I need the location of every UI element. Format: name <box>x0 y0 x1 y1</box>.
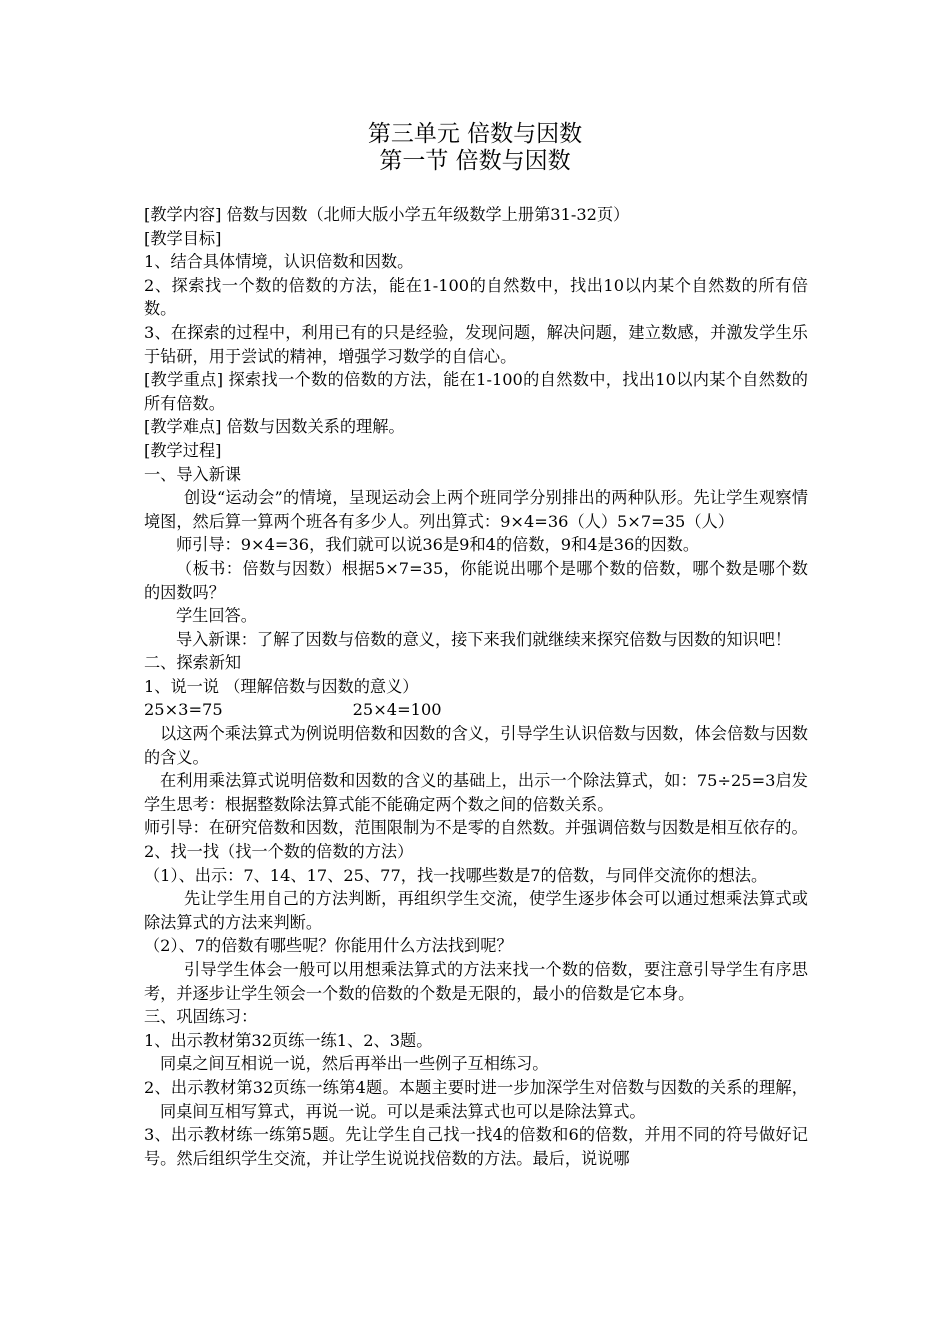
teaching-goals-heading: [教学目标] <box>144 228 222 248</box>
equation-line <box>144 698 808 722</box>
body-paragraph: （1）、出示：7、14、17、25、77，找一找哪些数是7的倍数，与同伴交流你的想法。 <box>144 865 768 885</box>
body-paragraph: （板书：倍数与因数）根据5×7=35，你能说出哪个是哪个数的倍数，哪个数是哪个数的因数吗？ <box>144 558 808 602</box>
subsection-heading: 2、找一找（找一个数的倍数的方法） <box>144 842 414 862</box>
section-heading: 二、探索新知 <box>144 653 242 673</box>
body-paragraph: 师引导：在研究倍数和因数，范围限制为不是零的自然数。并强调倍数与因数是相互依存的。 <box>144 818 808 838</box>
unit-title: 第三单元 倍数与因数 <box>367 121 583 147</box>
body-paragraph: 学生回答。 <box>176 606 257 626</box>
body-paragraph: 以这两个乘法算式为例说明倍数和因数的含义，引导学生认识倍数与因数，体会倍数与因数的含义。 <box>144 724 808 767</box>
body-paragraph: 先让学生用自己的方法判断，再组织学生交流，使学生逐步体会可以通过想乘法算式或除法算式的方法来判断。 <box>144 889 808 932</box>
title-block <box>0 121 950 175</box>
teaching-process-heading: [教学过程] <box>144 440 222 460</box>
equation: 25×4=100 <box>352 700 442 720</box>
body-paragraph: 师引导：9×4=36，我们就可以说36是9和4的倍数，9和4是36的因数。 <box>176 535 700 555</box>
goal-item: 1、结合具体情境，认识倍数和因数。 <box>144 252 414 272</box>
section-heading: 一、导入新课 <box>144 464 242 484</box>
goal-item: 3、在探索的过程中，利用已有的只是经验，发现问题，解决问题，建立数感，并激发学生乐于钻研，用于尝试的精神，增强学习数学的自信心。 <box>144 322 808 366</box>
exercise-item: 2、出示教材第32页练一练第4题。本题主要时进一步加深学生对倍数与因数的关系的理解，同桌间互相写算式，再说一说。可以是乘法算式也可以是除法算式。 <box>144 1077 808 1121</box>
section-title: 第一节 倍数与因数 <box>379 148 571 174</box>
teaching-difficulty: [教学难点] 倍数与因数关系的理解。 <box>144 417 405 437</box>
section-heading: 三、巩固练习： <box>144 1007 258 1027</box>
body-paragraph: 在利用乘法算式说明倍数和因数的含义的基础上，出示一个除法算式，如：75÷25=3启发学生思考：根据整数除法算式能不能确定两个数之间的倍数关系。 <box>144 771 808 814</box>
exercise-item: 3、出示教材练一练第5题。先让学生自己找一找4的倍数和6的倍数，并用不同的符号做好记号。然后组织学生交流，并让学生说说找倍数的方法。最后，说说哪 <box>144 1125 808 1168</box>
teaching-content: [教学内容] 倍数与因数（北师大版小学五年级数学上册第31-32页） <box>144 205 630 224</box>
body-paragraph: 同桌之间互相说一说，然后再举出一些例子互相练习。 <box>160 1054 549 1074</box>
body-paragraph: 引导学生体会一般可以用想乘法算式的方法来找一个数的倍数，要注意引导学生有序思考，并逐步让学生领会一个数的倍数的个数是无限的，最小的倍数是它本身。 <box>144 960 808 1003</box>
body-paragraph: 导入新课：了解了因数与倍数的意义，接下来我们就继续来探究倍数与因数的知识吧！ <box>176 629 792 649</box>
goal-item: 2、探索找一个数的倍数的方法，能在1-100的自然数中，找出10以内某个自然数的所有倍数。 <box>144 275 808 319</box>
body-paragraph: 创设“运动会”的情境，呈现运动会上两个班同学分别排出的两种队形。先让学生观察情境图，然后算一算两个班各有多少人。列出算式：9×4=36（人）5×7=35（人） <box>144 488 808 531</box>
exercise-item: 1、出示教材第32页练一练1、2、3题。 <box>144 1030 433 1050</box>
document-body <box>144 203 808 1170</box>
teaching-focus: [教学重点] 探索找一个数的倍数的方法，能在1-100的自然数中，找出10以内某个自然数的所有倍数。 <box>144 370 808 413</box>
subsection-heading: 1、说一说 （理解倍数与因数的意义） <box>144 676 419 696</box>
body-paragraph: （2）、7的倍数有哪些呢？你能用什么方法找到呢？ <box>144 936 513 956</box>
equation: 25×3=75 <box>144 700 223 720</box>
